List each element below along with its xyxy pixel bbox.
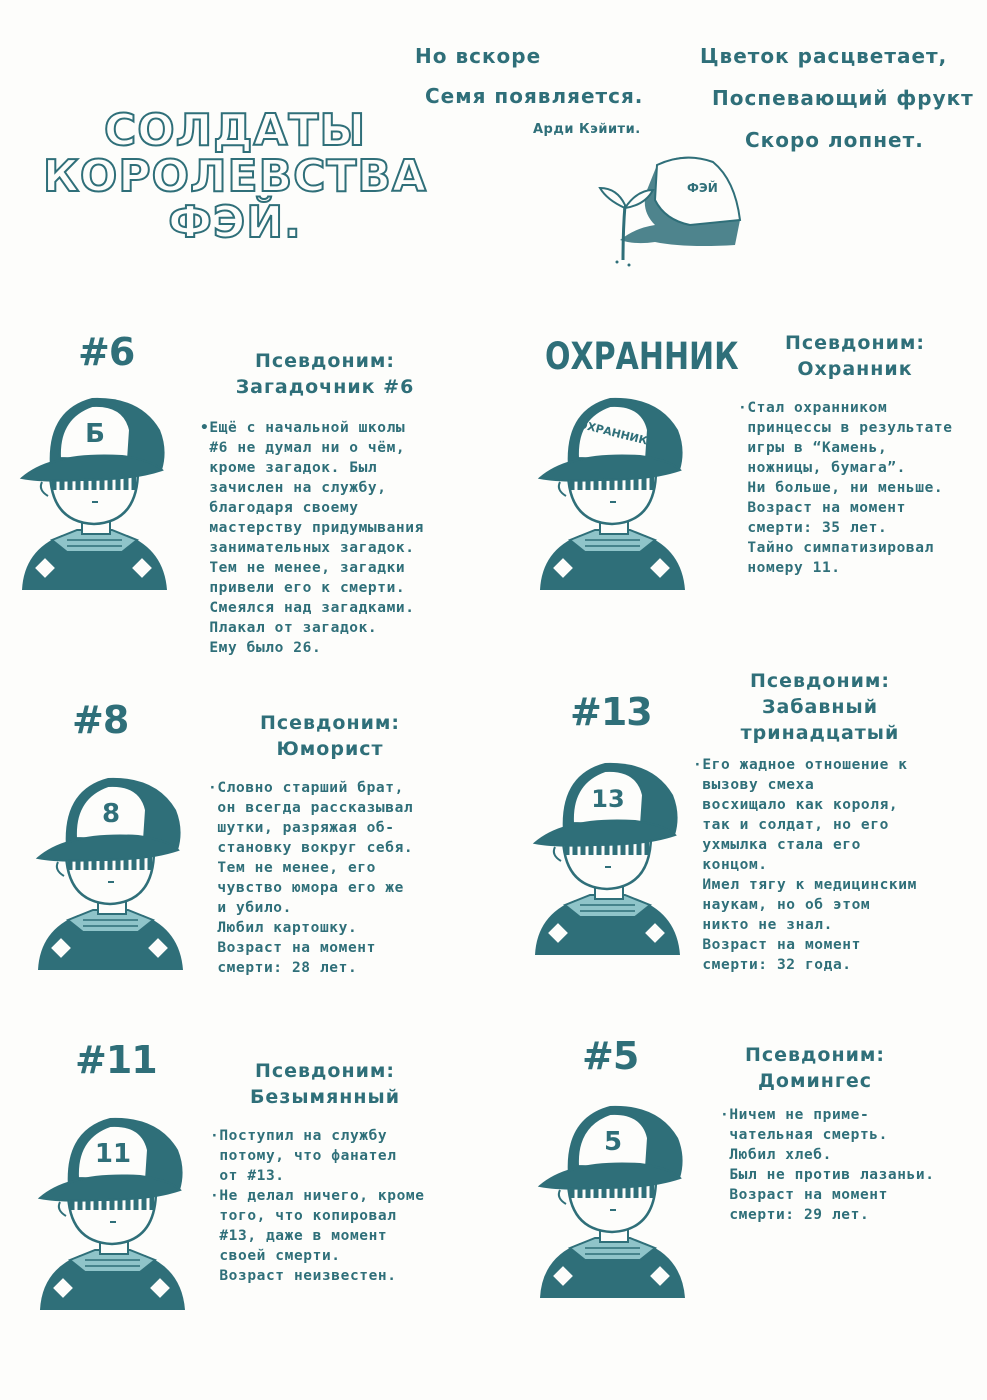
soldier-number: #6 <box>78 330 135 374</box>
haiku-author: Арди Кэйити. <box>533 122 641 137</box>
soldier-portrait <box>530 390 695 590</box>
cap-label: 13 <box>591 785 625 813</box>
soldier-alias <box>225 710 435 762</box>
alias-heading: Псевдоним: <box>259 712 401 734</box>
title-line-2: КОРОЛЕВСТВА <box>42 151 428 202</box>
haiku-right-line-3: Скоро лопнет. <box>745 128 924 152</box>
alias-heading: Псевдоним: <box>254 350 396 372</box>
title-line-1: СОЛДАТЫ <box>103 105 367 156</box>
soldier-number: #13 <box>570 690 652 734</box>
soldier-portrait <box>530 1098 695 1298</box>
alias-heading: Псевдоним: <box>254 1060 396 1082</box>
alias-name: Домингес <box>757 1070 873 1092</box>
soldier-description: ·Ничем не приме- чательная смерть. Любил хлеб. Был не против лазаньи. Возраст на момент смерти: 29 лет. <box>720 1107 935 1223</box>
haiku-left-line-2: Семя появляется. <box>425 84 644 108</box>
soldier-alias <box>710 1042 920 1094</box>
soldier-alias <box>715 668 925 746</box>
seedling-cap-illustration <box>595 150 745 270</box>
alias-name: Безымянный <box>249 1086 401 1108</box>
alias-name: Охранник <box>797 358 913 380</box>
alias-name-line-2: тринадцатый <box>740 722 900 744</box>
cap-label: 8 <box>101 799 121 829</box>
soldier-portrait <box>525 755 690 955</box>
cap-label: 5 <box>603 1127 623 1157</box>
cap-label: 11 <box>94 1139 132 1169</box>
soldier-portrait <box>28 770 193 970</box>
cap-label: Б <box>85 419 105 449</box>
soldier-alias <box>750 330 960 382</box>
alias-heading: Псевдоним: <box>744 1044 886 1066</box>
alias-name: Загадочник #6 <box>235 376 415 398</box>
soldier-alias <box>220 348 430 400</box>
soldier-description: •Ещё с начальной школы #6 не думал ни о чём, кроме загадок. Был зачислен на службу, благодаря своему мастерству придумывания занимательных загадок. Тем не менее, загадки привели его к смерти. Смеялся над загадками. Плакал от загадок. Ему было 26. <box>200 420 424 656</box>
soldier-number: #8 <box>72 698 129 742</box>
haiku-right-line-2: Поспевающий фрукт <box>712 86 974 110</box>
alias-heading: Псевдоним: <box>784 332 926 354</box>
soldier-description: ·Словно старший брат, он всегда рассказывал шутки, разряжая об- становку вокруг себя. Тем не менее, его чувство юмора его же и убило. Любил картошку. Возраст на момент смерти: 28 лет. <box>208 780 414 976</box>
soldier-description: ·Его жадное отношение к вызову смеха восхищало как короля, так и солдат, но его ухмылка стала его концом. Имел тягу к медицинским наукам, но об этом никто не знал. Возраст на момент смерти: 32 года. <box>693 757 917 973</box>
soldier-description: ·Стал охранником принцессы в результате игры в “Камень, ножницы, бумага”. Ни больше, ни меньше. Возраст на момент смерти: 35 лет. Тайно симпатизировал номеру 11. <box>738 400 953 576</box>
seedling-cap-label: ФЭЙ <box>687 181 718 195</box>
soldier-alias <box>220 1058 430 1110</box>
soldier-description: ·Поступил на службу потому, что фанател от #13. ·Не делал ничего, кроме того, что копировал #13, даже в момент своей смерти. Возраст неизвестен. <box>210 1128 425 1284</box>
alias-heading: Псевдоним: <box>749 670 891 692</box>
page-title <box>40 105 430 248</box>
title-line-3: ФЭЙ. <box>168 197 302 248</box>
soldier-portrait <box>30 1110 195 1310</box>
soldier-portrait <box>12 390 177 590</box>
soldier-number: #5 <box>582 1034 639 1078</box>
haiku-right-line-1: Цветок расцветает, <box>700 44 948 68</box>
alias-name: Забавный <box>761 696 879 718</box>
alias-name: Юморист <box>276 738 384 760</box>
soldier-number: ОХРАННИК <box>545 335 739 379</box>
cap-label: ОХРАННИК <box>576 417 649 448</box>
haiku-left-line-1: Но вскоре <box>415 44 542 68</box>
soldier-number: #11 <box>75 1038 157 1082</box>
